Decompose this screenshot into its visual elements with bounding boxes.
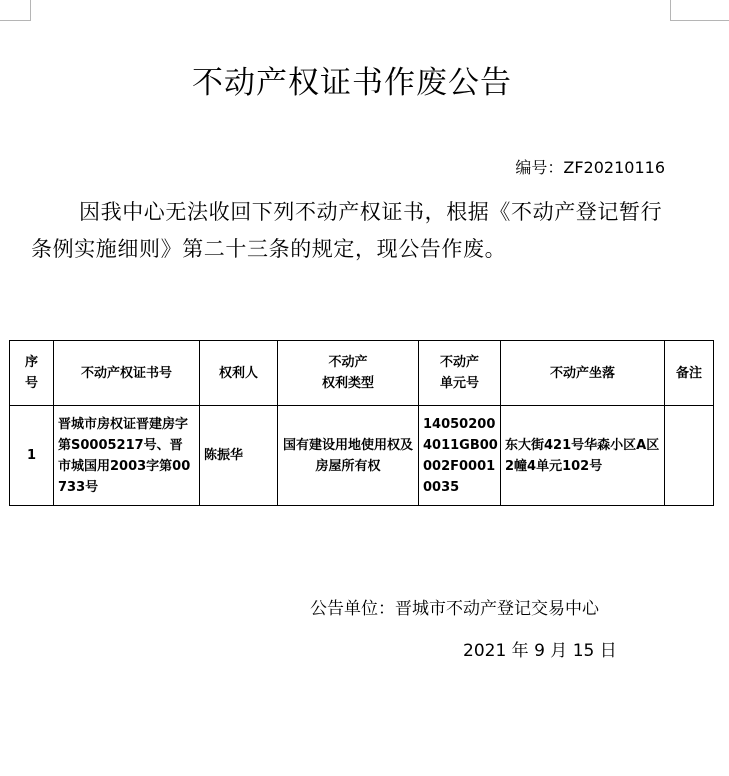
cell-unit-no-line1: 14050200 xyxy=(423,416,496,432)
certificate-table xyxy=(9,340,714,506)
header-right-type-line2: 权利类型 xyxy=(321,376,374,391)
cell-unit-no xyxy=(419,406,501,506)
page-corner-mark-top-right xyxy=(670,0,729,21)
cell-remark xyxy=(665,406,714,506)
header-unit-no-line1: 不动产 xyxy=(439,355,479,370)
document-number: 编号：ZF20210116 xyxy=(515,158,665,177)
header-location: 不动产坐落 xyxy=(501,341,665,406)
cell-location: 东大街421号华森小区A区2幢4单元102号 xyxy=(501,406,665,506)
page-corner-mark-top-left xyxy=(0,0,31,21)
cell-unit-no-line3: 002F0001 xyxy=(423,458,496,474)
cell-seq: 1 xyxy=(10,406,54,506)
cell-unit-no-line4: 0035 xyxy=(423,479,460,495)
header-right-type xyxy=(278,341,419,406)
header-unit-no-line2: 单元号 xyxy=(439,376,479,391)
header-unit-no xyxy=(419,341,501,406)
document-title: 不动产权证书作废公告 xyxy=(192,65,512,101)
header-owner: 权利人 xyxy=(200,341,278,406)
header-seq xyxy=(10,341,54,406)
issuing-unit: 公告单位：晋城市不动产登记交易中心 xyxy=(310,599,599,619)
table-header-row xyxy=(10,341,714,406)
cell-right-type: 国有建设用地使用权及房屋所有权 xyxy=(278,406,419,506)
announcement-paragraph: 因我中心无法收回下列不动产权证书，根据《不动产登记暂行条例实施细则》第二十三条的规定，现公告作废。 xyxy=(31,200,663,261)
header-cert-no: 不动产权证书号 xyxy=(54,341,200,406)
cell-cert-no: 晋城市房权证晋建房字第S0005217号、晋市城国用2003字第00733号 xyxy=(54,406,200,506)
table-row xyxy=(10,406,714,506)
issue-date: 2021 年 9 月 15 日 xyxy=(463,641,617,661)
header-remark: 备注 xyxy=(665,341,714,406)
cell-unit-no-line2: 4011GB00 xyxy=(423,437,498,453)
header-seq-line1: 序 xyxy=(24,355,38,370)
header-right-type-line1: 不动产 xyxy=(328,355,368,370)
header-seq-line2: 号 xyxy=(24,376,38,391)
cell-owner: 陈振华 xyxy=(200,406,278,506)
